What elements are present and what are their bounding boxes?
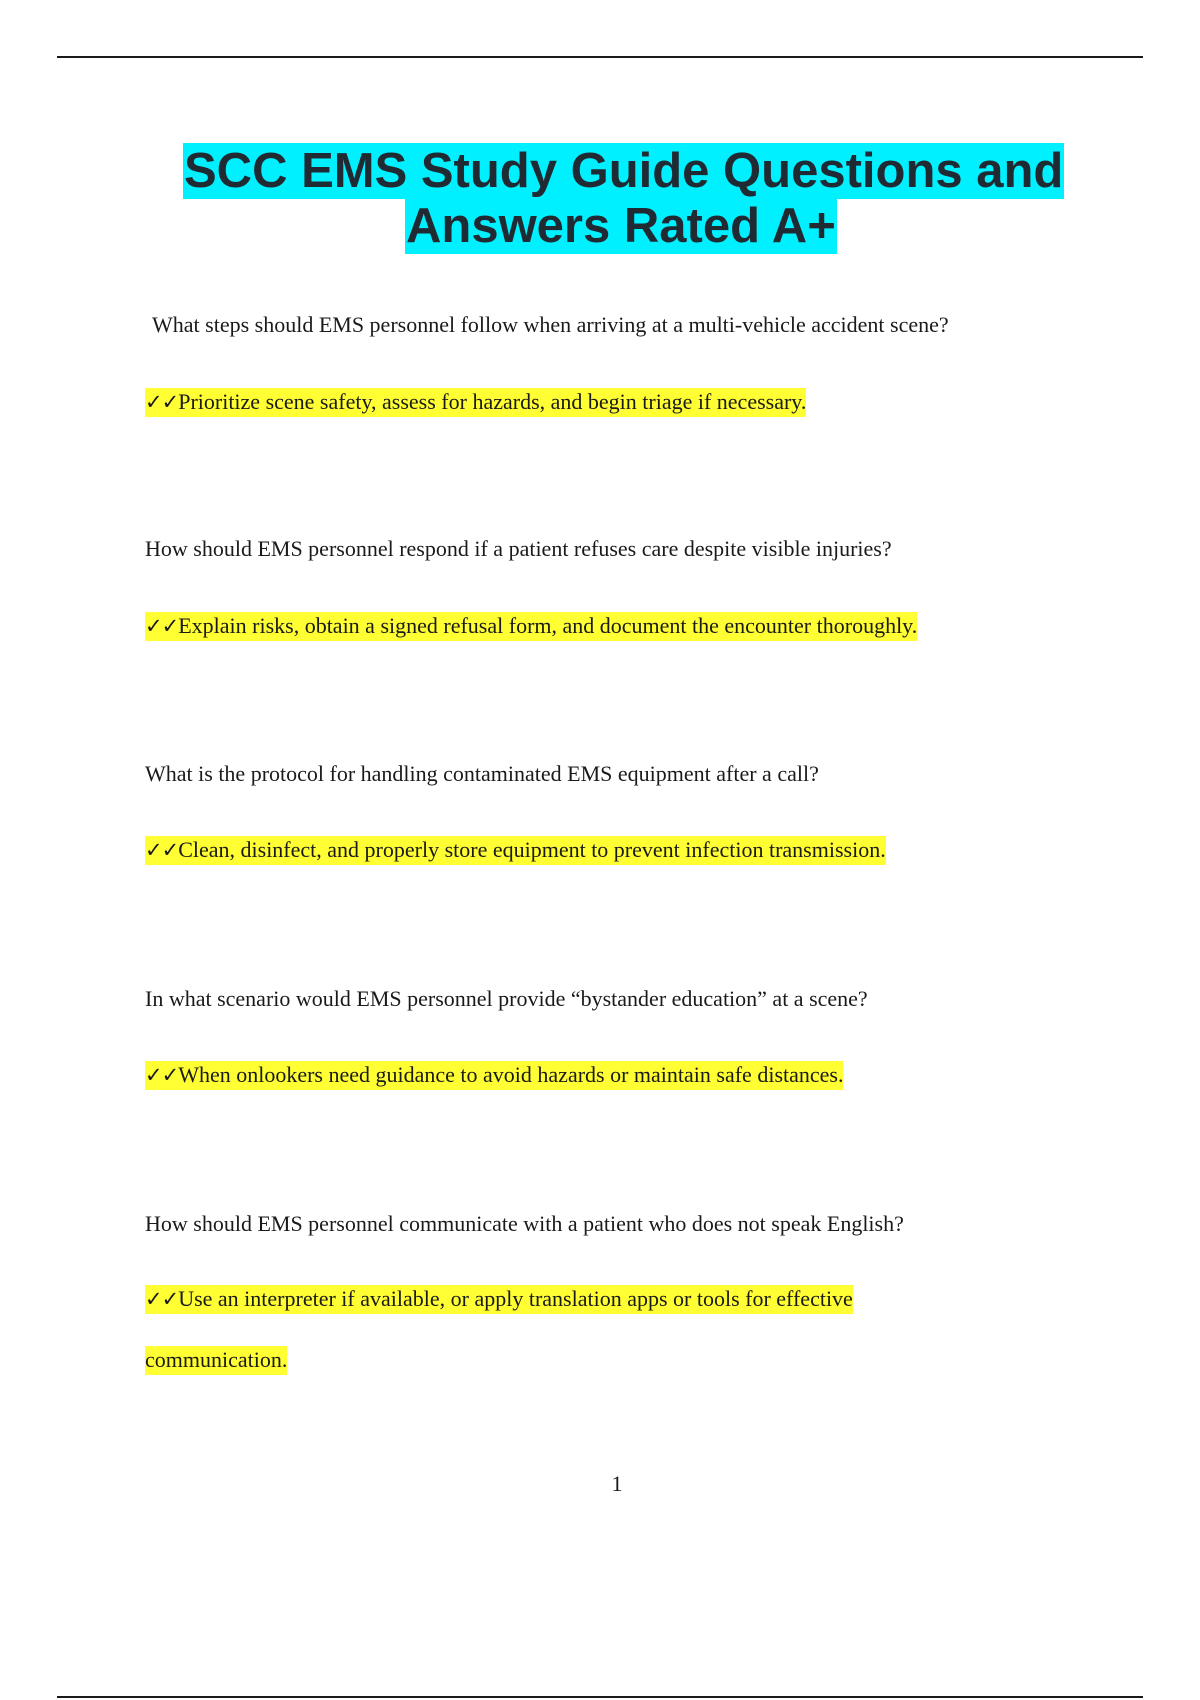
answer-4-text: When onlookers need guidance to avoid hazards or maintain safe distances. bbox=[178, 1062, 844, 1087]
answer-1-text: Prioritize scene safety, assess for hazards, and begin triage if necessary. bbox=[178, 389, 807, 414]
title-line-1: SCC EMS Study Guide Questions and bbox=[184, 144, 1064, 198]
double-check-icon: ✓✓ bbox=[145, 838, 179, 862]
answer-5-line-2 bbox=[145, 1346, 287, 1374]
answer-5-highlight-2 bbox=[145, 1346, 287, 1375]
answer-5-text-2: communication. bbox=[145, 1347, 288, 1372]
answer-5-line-1 bbox=[145, 1285, 853, 1313]
question-4: In what scenario would EMS personnel provide “bystander education” at a scene? bbox=[145, 986, 868, 1011]
answer-2-text: Explain risks, obtain a signed refusal form, and document the encounter thoroughly. bbox=[178, 613, 918, 638]
question-5: How should EMS personnel communicate with a patient who does not speak English? bbox=[145, 1211, 904, 1236]
answer-3 bbox=[145, 836, 886, 864]
top-rule bbox=[57, 56, 1143, 58]
double-check-icon: ✓✓ bbox=[145, 614, 179, 638]
answer-2-highlight bbox=[145, 612, 917, 641]
question-1: What steps should EMS personnel follow when arriving at a multi-vehicle accident scene? bbox=[152, 312, 949, 337]
answer-3-highlight bbox=[145, 836, 886, 865]
answer-5-highlight bbox=[145, 1285, 853, 1314]
double-check-icon: ✓✓ bbox=[145, 1287, 179, 1311]
bottom-rule bbox=[57, 1696, 1143, 1698]
question-3: What is the protocol for handling contaminated EMS equipment after a call? bbox=[145, 761, 819, 786]
page-number: 1 bbox=[611, 1471, 623, 1496]
answer-4 bbox=[145, 1061, 843, 1089]
answer-3-text: Clean, disinfect, and properly store equipment to prevent infection transmission. bbox=[178, 837, 886, 862]
answer-1 bbox=[145, 388, 806, 416]
double-check-icon: ✓✓ bbox=[145, 1063, 179, 1087]
answer-2 bbox=[145, 612, 917, 640]
answer-1-highlight bbox=[145, 388, 806, 417]
double-check-icon: ✓✓ bbox=[145, 390, 179, 414]
answer-5-text-1: Use an interpreter if available, or apply translation apps or tools for effective bbox=[178, 1286, 853, 1311]
answer-4-highlight bbox=[145, 1061, 843, 1090]
title-line-2: Answers Rated A+ bbox=[406, 199, 836, 253]
question-2: How should EMS personnel respond if a patient refuses care despite visible injuries? bbox=[145, 536, 892, 561]
